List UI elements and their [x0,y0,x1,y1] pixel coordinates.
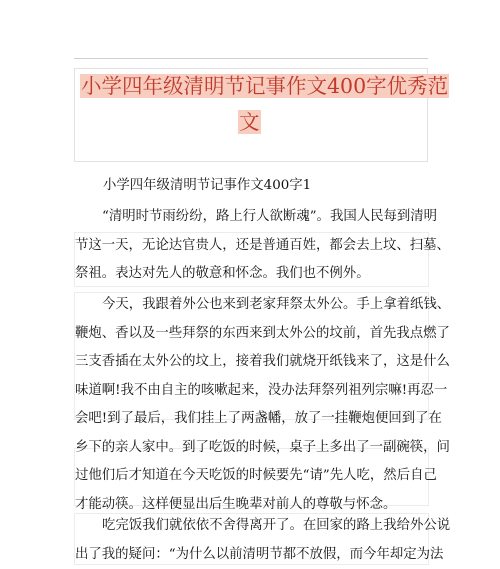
paragraph-line: 吃完饭我们就依依不舍得离开了。在回家的路上我给外公说 [75,512,427,541]
paragraph-line: 味道啊!我不由自主的咳嗽起来，没办法拜祭列祖列宗嘛!再忍一 [75,377,427,406]
paragraph-3 [75,512,427,569]
document-title-line-2: 文 [238,108,261,136]
paragraph-2 [75,291,427,519]
paragraph-line: “清明时节雨纷纷，路上行人欲断魂”。我国人民每到清明 [75,203,427,232]
top-divider [74,58,428,59]
paragraph-line: 节这一天，无论达官贵人，还是普通百姓，都会去上坟、扫墓、 [75,232,427,261]
paragraph-line: 祭祖。表达对先人的敬意和怀念。我们也不例外。 [75,260,427,289]
paragraph-line: 才能动筷。这样便显出后生晚辈对前人的尊敬与怀念。 [75,491,427,520]
paragraph-1 [75,203,427,289]
paragraph-line: 会吧!到了最后，我们挂上了两盏幡，放了一挂鞭炮便回到了在 [75,405,427,434]
paragraph-line: 过他们后才知道在今天吃饭的时候要先“请”先人吃，然后自己 [75,462,427,491]
document-title-line-1: 小学四年级清明节记事作文400字优秀范 [80,72,449,100]
paragraph-line: 三支香插在太外公的坟上，接着我们就烧开纸钱来了，这是什么 [75,348,427,377]
paragraph-line: 今天，我跟着外公也来到老家拜祭太外公。手上拿着纸钱、 [75,291,427,320]
paragraph-line: 出了我的疑问：“为什么以前清明节都不放假，而今年却定为法 [75,541,427,569]
paragraph-line: 乡下的亲人家中。到了吃饭的时候，桌子上多出了一副碗筷，问 [75,434,427,463]
paragraph-line: 鞭炮、香以及一些拜祭的东西来到太外公的坟前，首先我点燃了 [75,320,427,349]
section-subheading: 小学四年级清明节记事作文400字1 [103,176,311,196]
